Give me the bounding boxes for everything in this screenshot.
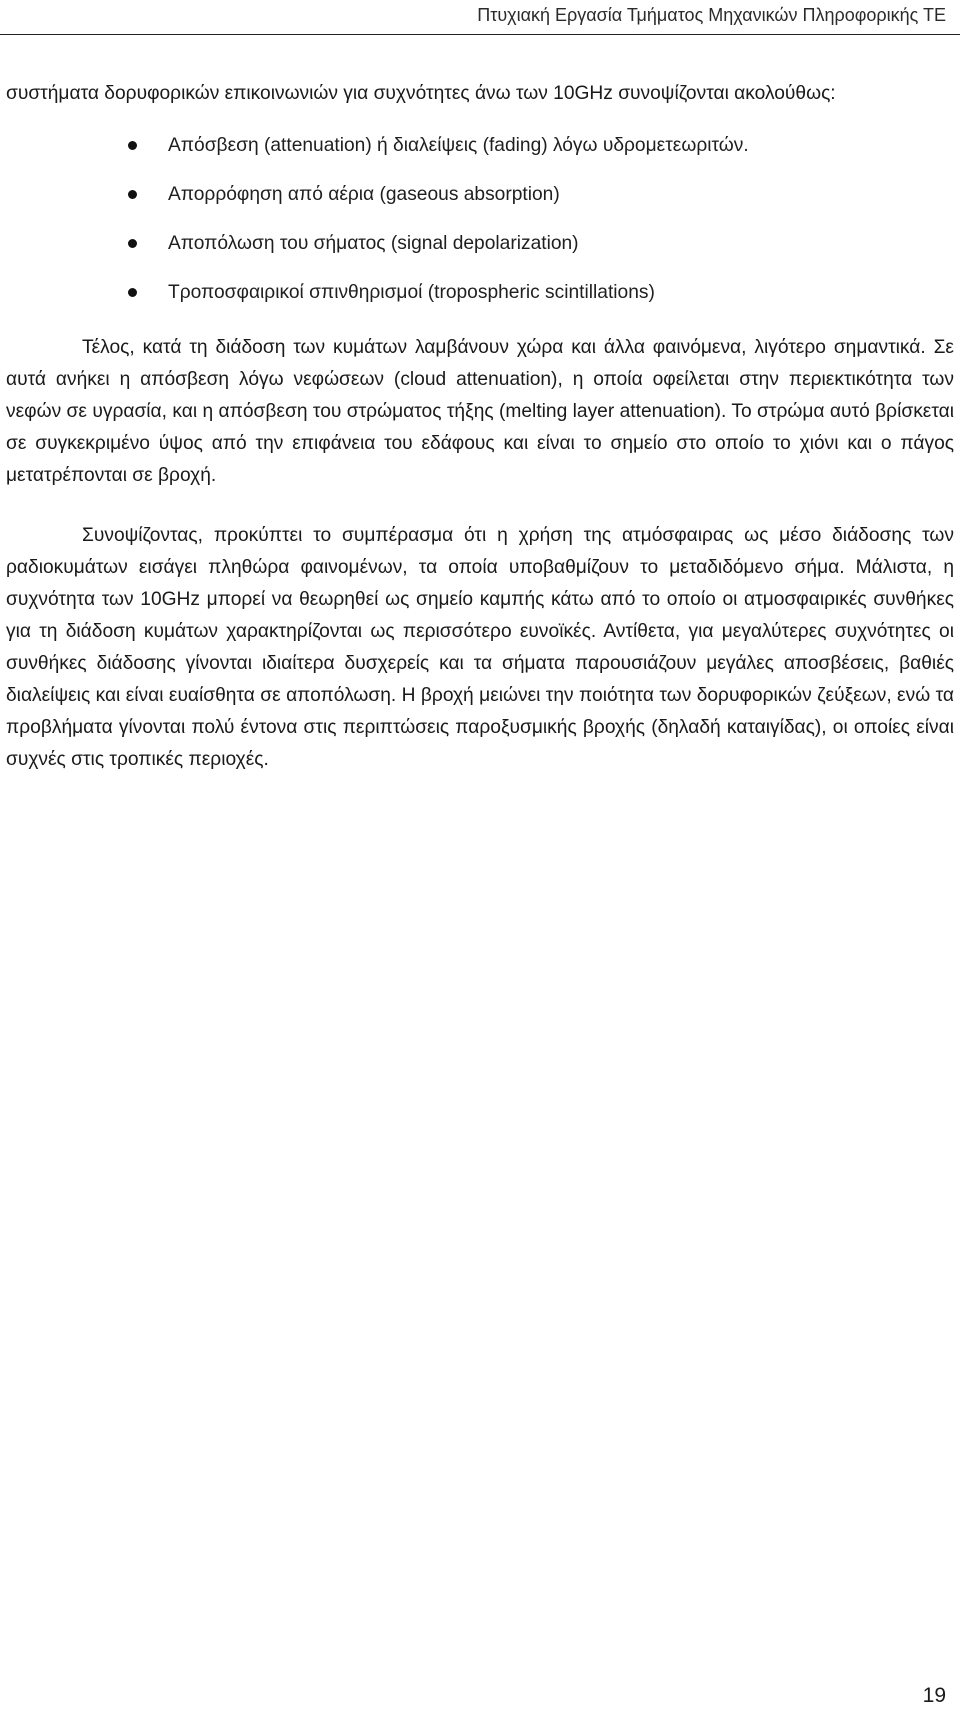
summary-paragraph: Συνοψίζοντας, προκύπτει το συμπέρασμα ότι η χρήση της ατμόσφαιρας ως μέσο διάδοσης των ραδιοκυμάτων εισάγει πληθώρα φαινομένων, τα οποία υποβαθμίζουν το μεταδιδόμενο σήμα. Μάλιστα, η συχνότητα των 10GHz μπορεί να θεωρηθεί ως σημείο καμπής κάτω από το οποίο οι ατμοσφαιρικές συνθήκες για τη διάδοση κυμάτων χαρακτηρίζονται ως περισσότερο ευνοϊκές. Αντίθετα, για μεγαλύτερες συχνότητες οι συνθήκες διάδοσης γίνονται ιδιαίτερα δυσχερείς και τα σήματα παρουσιάζουν μεγάλες αποσβέσεις, βαθιές διαλείψεις και είναι ευαίσθητα σε αποπόλωση. Η βροχή μειώνει την ποιότητα των δορυφορικών ζεύξεων, ενώ τα προβλήματα γίνονται πολύ έντονα στις περιπτώσεις παροξυσμικής βροχής (δηλαδή καταιγίδας), οι οποίες είναι συχνές στις τροπικές περιοχές. [6,525,954,770]
running-header-title: Πτυχιακή Εργασία Τμήματος Μηχανικών Πληροφορικής ΤΕ [477,5,946,25]
bullet-list [6,130,954,326]
list-item [6,277,954,326]
bullet-text: Τροποσφαιρικοί σπινθηρισμοί (tropospheric scintillations) [168,282,655,303]
document-body [6,78,954,776]
page-header [0,0,960,35]
bullet-icon [128,288,137,297]
bullet-text: Αποπόλωση του σήματος (signal depolarization) [168,233,579,254]
bullet-icon [128,190,137,199]
list-item [6,130,954,179]
intro-paragraph: συστήματα δορυφορικών επικοινωνιών για συχνότητες άνω των 10GHz συνοψίζονται ακολούθως: [6,83,836,104]
bullet-icon [128,141,137,150]
finally-paragraph: Τέλος, κατά τη διάδοση των κυμάτων λαμβάνουν χώρα και άλλα φαινόμενα, λιγότερο σημαντικά. Σε αυτά ανήκει η απόσβεση λόγω νεφώσεων (cloud attenuation), η οποία οφείλεται στην περιεκτικότητα των νεφών σε υγρασία, και η απόσβεση του στρώματος τήξης (melting layer attenuation). Το στρώμα αυτό βρίσκεται σε συγκεκριμένο ύψος από την επιφάνεια του εδάφους και είναι το σημείο στο οποίο το χιόνι και ο πάγος μετατρέπονται σε βροχή. [6,337,954,486]
list-item [6,228,954,277]
list-item [6,179,954,228]
bullet-text: Απορρόφηση από αέρια (gaseous absorption) [168,184,560,205]
bullet-icon [128,239,137,248]
bullet-text: Απόσβεση (attenuation) ή διαλείψεις (fading) λόγω υδρομετεωριτών. [168,135,749,156]
page-number: 19 [922,1684,946,1707]
